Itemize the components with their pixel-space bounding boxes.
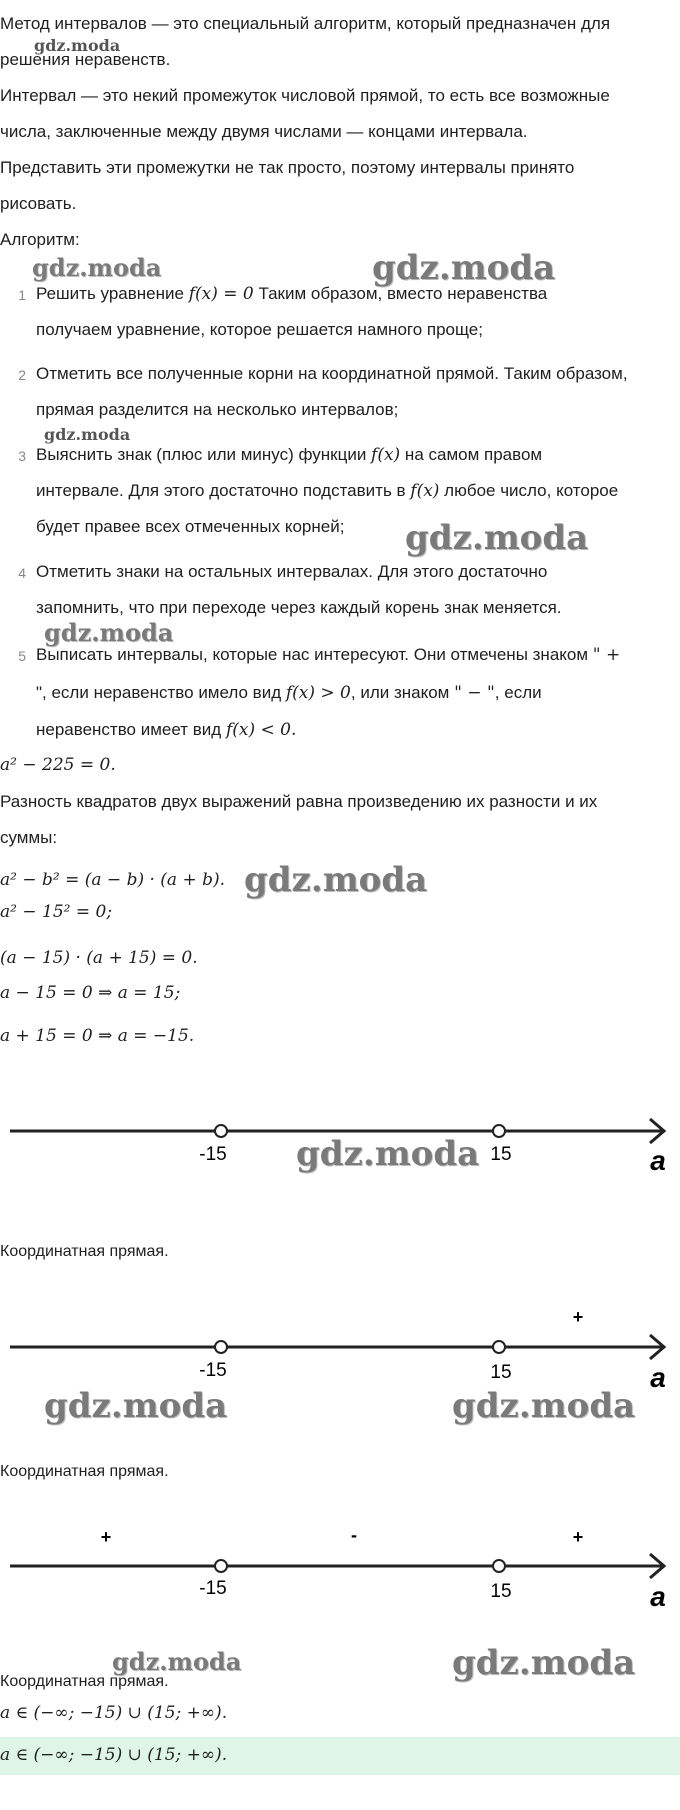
step-text: Отметить знаки на остальных интервалах. Для этого достаточно [36, 562, 548, 581]
step-text: неравенство имеет вид [36, 720, 226, 739]
axis-label: a [650, 1581, 666, 1612]
step-number: 1 [18, 287, 26, 303]
watermark: gdz.moda [296, 1134, 480, 1174]
math-expression: f(x) = 0 [188, 284, 254, 304]
axis-label: a [650, 1362, 666, 1393]
number-line-diagram [0, 1516, 680, 1616]
step-text: , если [494, 683, 542, 702]
open-point [493, 1341, 505, 1353]
math-expression: " − " [454, 683, 495, 703]
intro-line: Интервал — это некий промежуток числовой прямой, то есть все возможные [0, 86, 610, 105]
step-number: 2 [18, 367, 26, 383]
tick-label: 15 [490, 1362, 512, 1383]
watermark: gdz.moda [405, 518, 589, 558]
watermark: gdz.moda [32, 253, 162, 282]
watermark: gdz.moda [452, 1643, 636, 1683]
math-expression: f(x) > 0 [285, 683, 351, 703]
step-text: получаем уравнение, которое решается намного проще; [36, 320, 483, 339]
open-point [215, 1560, 227, 1572]
step-text: , или знаком [350, 683, 455, 702]
answer-line-highlighted: a ∈ (−∞; −15) ∪ (15; +∞). [0, 1745, 228, 1765]
watermark: gdz.moda [112, 1647, 242, 1676]
tick-label: -15 [199, 1144, 227, 1165]
step-text: Решить уравнение [36, 284, 189, 303]
number-line-diagram [0, 1296, 680, 1396]
watermark: gdz.moda [244, 860, 428, 900]
intro-line: рисовать. [0, 194, 77, 213]
intro-line: Метод интервалов — это специальный алгоритм, который предназначен для [0, 14, 611, 33]
step-text: запомнить, что при переходе через каждый корень знак меняется. [36, 598, 562, 617]
step-text: Таким образом, вместо неравенства [253, 284, 548, 303]
step-number: 5 [18, 648, 26, 664]
step-number: 3 [18, 448, 26, 464]
step-text: Выписать интервалы, которые нас интересуют. Они отмечены знаком [36, 645, 593, 664]
equation: a² − 15² = 0; [0, 902, 113, 922]
step-text: ", если неравенство имело вид [36, 683, 286, 702]
interval-sign: + [572, 1307, 584, 1327]
watermark: gdz.moda [372, 248, 556, 288]
intro-line: числа, заключенные между двумя числами — концами интервала. [0, 122, 528, 141]
algorithm-label: Алгоритм: [0, 230, 80, 249]
diagram-caption: Координатная прямая. [0, 1463, 169, 1480]
interval-sign: + [100, 1527, 112, 1547]
step-text: будет правее всех отмеченных корней; [36, 517, 345, 536]
open-point [215, 1125, 227, 1137]
step-text: на самом правом [400, 445, 543, 464]
equation: (a − 15) · (a + 15) = 0. [0, 948, 198, 968]
step-text: интервале. Для этого достаточно подставить в [36, 481, 411, 500]
watermark: gdz.moda [44, 618, 174, 647]
equation: a² − b² = (a − b) · (a + b). [0, 870, 226, 890]
equation: a + 15 = 0 ⇒ a = −15. [0, 1026, 195, 1046]
solution-text: суммы: [0, 828, 58, 847]
math-expression: f(x) [371, 445, 401, 465]
step-number: 4 [18, 565, 26, 581]
watermark: gdz.moda [452, 1386, 636, 1426]
intro-line: Представить эти промежутки не так просто, поэтому интервалы принято [0, 158, 575, 177]
solution-text: Разность квадратов двух выражений равна произведению их разности и их [0, 792, 598, 811]
watermark: gdz.moda [34, 36, 121, 55]
step-text: прямая разделится на несколько интервалов; [36, 400, 399, 419]
open-point [215, 1341, 227, 1353]
tick-label: 15 [490, 1581, 512, 1602]
watermark: gdz.moda [44, 1386, 228, 1426]
step-text: Отметить все полученные корни на координатной прямой. Таким образом, [36, 364, 628, 383]
diagram-caption: Координатная прямая. [0, 1243, 169, 1260]
diagram-caption: Координатная прямая. [0, 1673, 169, 1690]
answer-line: a ∈ (−∞; −15) ∪ (15; +∞). [0, 1703, 228, 1723]
intro-line: решения неравенств. [0, 50, 171, 69]
math-expression: f(x) [410, 481, 440, 501]
equation: a² − 225 = 0. [0, 755, 116, 775]
interval-sign: - [351, 1525, 357, 1545]
tick-label: -15 [199, 1578, 227, 1599]
axis-label: a [650, 1145, 666, 1176]
interval-sign: + [572, 1527, 584, 1547]
step-text: любое число, которое [439, 481, 619, 500]
equation: a − 15 = 0 ⇒ a = 15; [0, 983, 181, 1003]
math-expression: " + [592, 645, 621, 665]
tick-label: 15 [490, 1144, 512, 1165]
tick-label: -15 [199, 1360, 227, 1381]
watermark: gdz.moda [44, 425, 131, 444]
open-point [493, 1125, 505, 1137]
open-point [493, 1560, 505, 1572]
math-expression: f(x) < 0. [225, 720, 297, 740]
step-text: Выяснить знак (плюс или минус) функции [36, 445, 372, 464]
